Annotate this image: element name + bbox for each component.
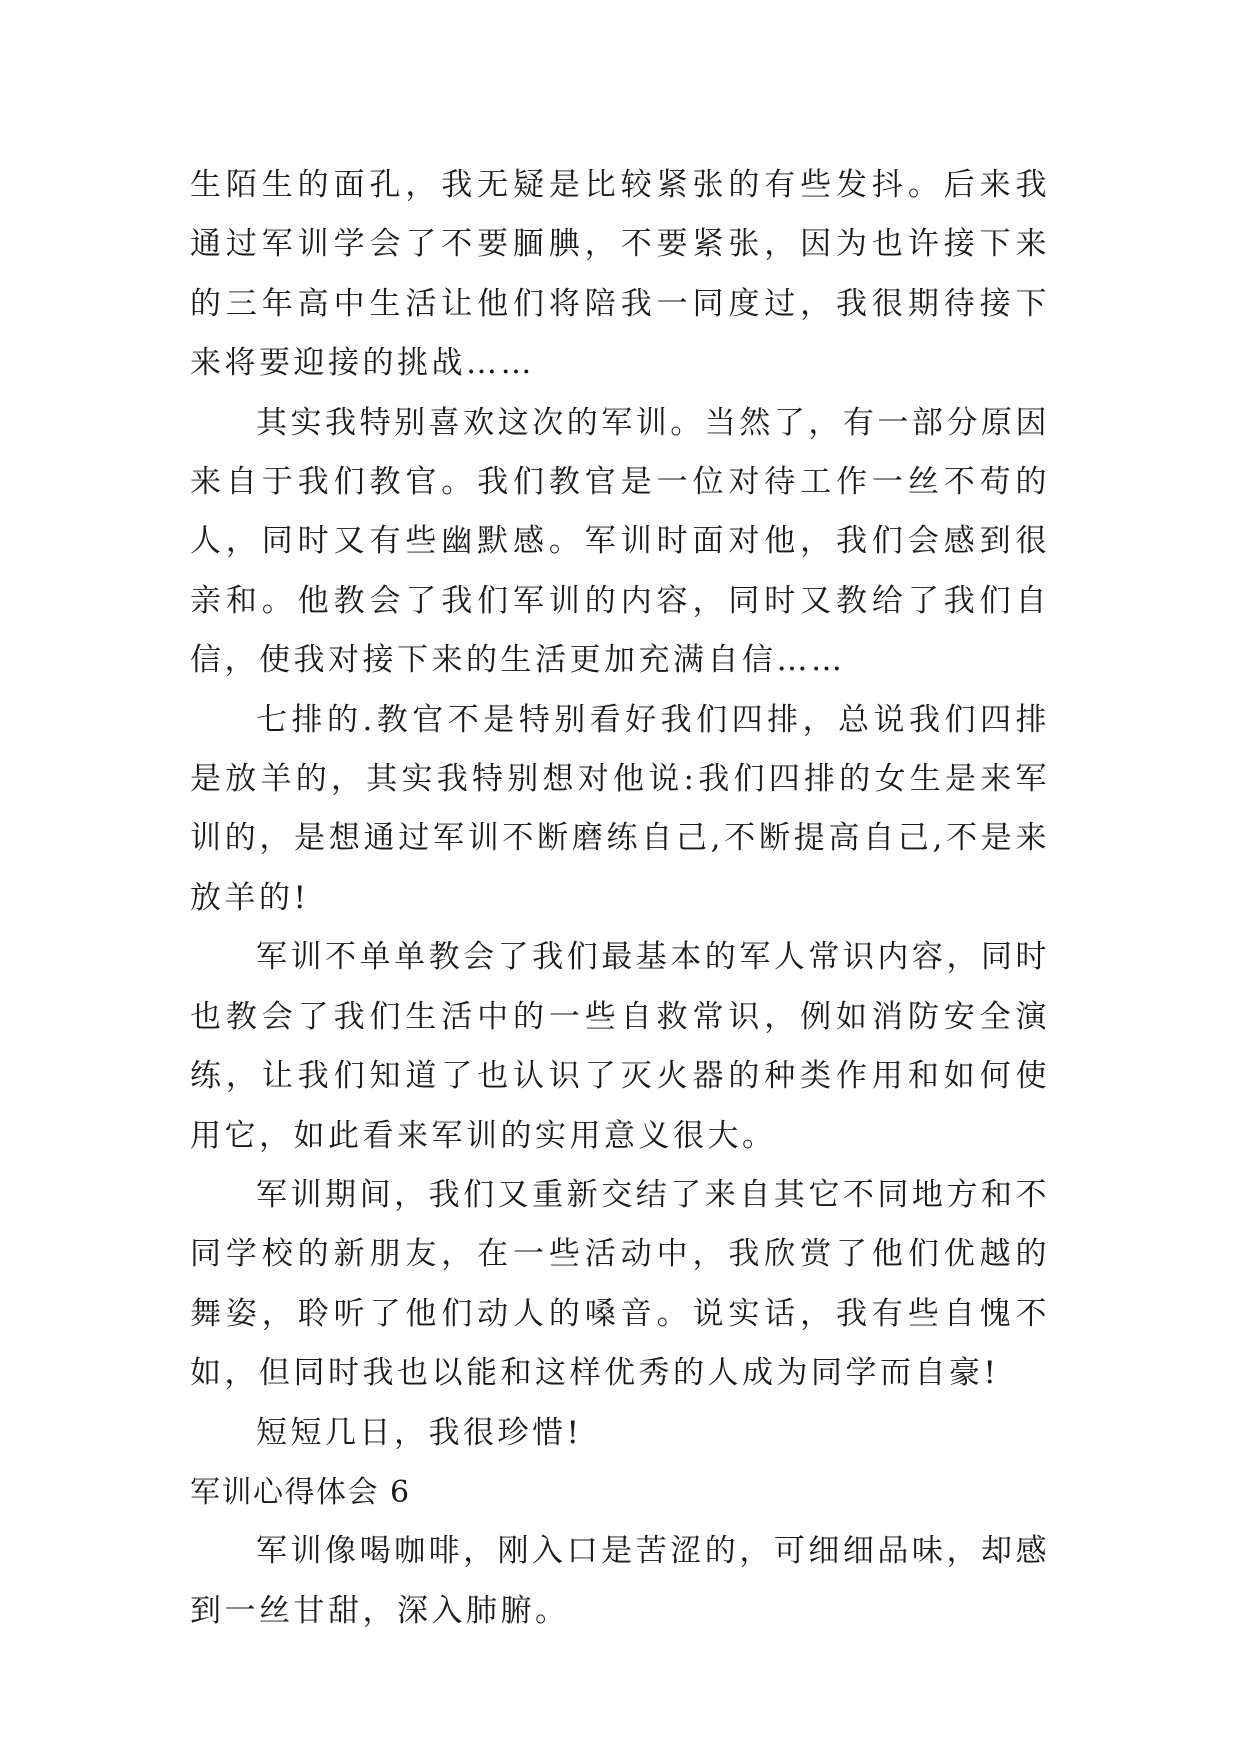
paragraph: 其实我特别喜欢这次的军训。当然了，有一部分原因来自于我们教官。我们教官是一位对待工作一丝不苟的人，同时又有些幽默感。军训时面对他，我们会感到很亲和。他教会了我们军训的内容，同时又教给了我们自信，使我对接下来的生活更加充满自信…… [190, 404, 1050, 679]
paragraph: 生陌生的面孔，我无疑是比较紧张的有些发抖。后来我通过军训学会了不要腼腆，不要紧张，因为也许接下来的三年高中生活让他们将陪我一同度过，我很期待接下来将要迎接的挑战…… [190, 167, 1050, 382]
section-heading: 军训心得体会 6 [190, 1474, 411, 1510]
paragraph: 军训像喝咖啡，刚入口是苦涩的，可细细品味，却感到一丝甘甜，深入肺腑。 [190, 1533, 1050, 1629]
paragraph: 七排的.教官不是特别看好我们四排，总说我们四排是放羊的，其实我特别想对他说:我们四排的女生是来军训的，是想通过军训不断磨练自己,不断提高自己,不是来放羊的! [190, 701, 1050, 916]
paragraph: 短短几日，我很珍惜! [256, 1414, 583, 1451]
paragraph: 军训不单单教会了我们最基本的军人常识内容，同时也教会了我们生活中的一些自救常识，例如消防安全演练，让我们知道了也认识了灭火器的种类作用和如何使用它，如此看来军训的实用意义很大。 [190, 939, 1050, 1154]
paragraph: 军训期间，我们又重新交结了来自其它不同地方和不同学校的新朋友，在一些活动中，我欣赏了他们优越的舞姿，聆听了他们动人的嗓音。说实话，我有些自愧不如，但同时我也以能和这样优秀的人成为同学而自豪! [190, 1176, 1050, 1392]
document-body [190, 156, 1050, 1641]
